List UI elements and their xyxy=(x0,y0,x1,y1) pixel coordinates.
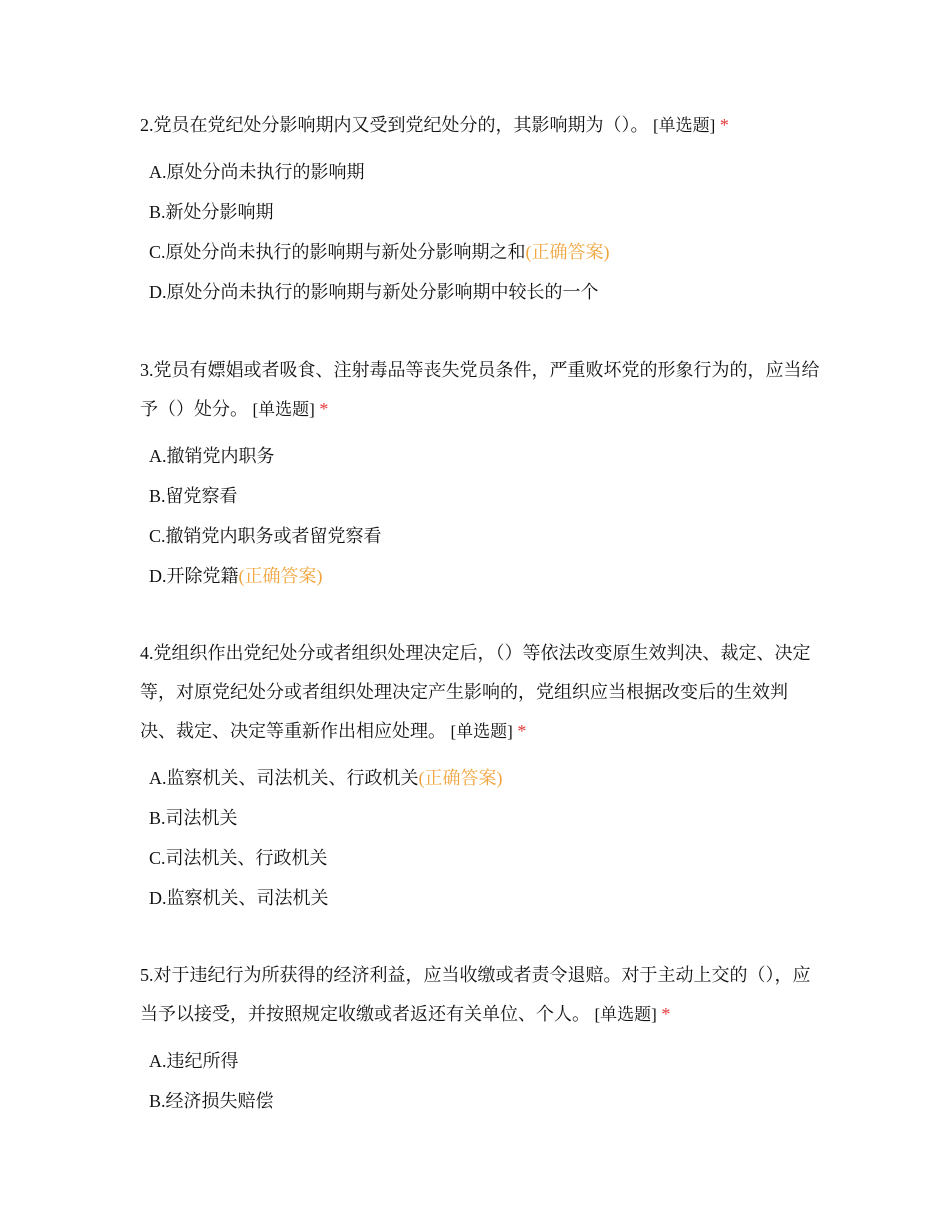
question-stem xyxy=(140,956,820,1034)
option-a[interactable] xyxy=(140,1041,820,1081)
option-d[interactable] xyxy=(140,556,820,596)
option-text: B.新处分影响期 xyxy=(149,202,274,222)
question-text: 2.党员在党纪处分影响期内又受到党纪处分的，其影响期为（）。 xyxy=(140,115,649,135)
option-b[interactable] xyxy=(140,476,820,516)
option-text: C.司法机关、行政机关 xyxy=(149,848,328,868)
option-c[interactable] xyxy=(140,232,820,272)
option-text: D.开除党籍 xyxy=(149,566,239,586)
required-mark: * xyxy=(517,721,527,741)
option-a[interactable] xyxy=(140,758,820,798)
option-d[interactable] xyxy=(140,272,820,312)
option-text: D.原处分尚未执行的影响期与新处分影响期中较长的一个 xyxy=(149,282,599,302)
options-list xyxy=(140,152,820,312)
question-type-label: [单选题] xyxy=(450,722,513,741)
option-text: A.违纪所得 xyxy=(149,1051,239,1071)
option-text: A.监察机关、司法机关、行政机关 xyxy=(149,768,419,788)
question-type-label: [单选题] xyxy=(594,1005,657,1024)
option-text: C.撤销党内职务或者留党察看 xyxy=(149,526,382,546)
option-b[interactable] xyxy=(140,798,820,838)
survey-page xyxy=(140,106,820,1121)
option-a[interactable] xyxy=(140,436,820,476)
option-c[interactable] xyxy=(140,838,820,878)
question-3 xyxy=(140,351,820,596)
correct-answer-label: (正确答案) xyxy=(525,242,610,262)
required-mark: * xyxy=(661,1004,671,1024)
required-mark: * xyxy=(319,399,329,419)
option-d[interactable] xyxy=(140,878,820,918)
option-b[interactable] xyxy=(140,1081,820,1121)
question-stem xyxy=(140,351,820,429)
options-list xyxy=(140,758,820,918)
question-text: 4.党组织作出党纪处分或者组织处理决定后，（）等依法改变原生效判决、裁定、决定等，对原党纪处分或者组织处理决定产生影响的，党组织应当根据改变后的生效判决、裁定、决定等重新作出相应处理。 xyxy=(140,643,811,741)
options-list xyxy=(140,1041,820,1121)
question-5 xyxy=(140,956,820,1121)
question-stem xyxy=(140,106,820,145)
option-text: A.撤销党内职务 xyxy=(149,446,275,466)
question-stem xyxy=(140,634,820,751)
option-text: D.监察机关、司法机关 xyxy=(149,888,329,908)
option-text: B.司法机关 xyxy=(149,808,238,828)
option-b[interactable] xyxy=(140,192,820,232)
question-4 xyxy=(140,634,820,918)
question-type-label: [单选题] xyxy=(653,116,716,135)
question-type-label: [单选题] xyxy=(252,400,315,419)
option-c[interactable] xyxy=(140,516,820,556)
question-text: 3.党员有嫖娼或者吸食、注射毒品等丧失党员条件，严重败坏党的形象行为的，应当给予（）处分。 xyxy=(140,360,820,419)
correct-answer-label: (正确答案) xyxy=(418,768,503,788)
options-list xyxy=(140,436,820,596)
option-text: C.原处分尚未执行的影响期与新处分影响期之和 xyxy=(149,242,526,262)
correct-answer-label: (正确答案) xyxy=(238,566,323,586)
required-mark: * xyxy=(719,115,729,135)
option-a[interactable] xyxy=(140,152,820,192)
option-text: B.留党察看 xyxy=(149,486,238,506)
option-text: A.原处分尚未执行的影响期 xyxy=(149,162,365,182)
question-text: 5.对于违纪行为所获得的经济利益，应当收缴或者责令退赔。对于主动上交的（），应当予以接受，并按照规定收缴或者返还有关单位、个人。 xyxy=(140,965,811,1024)
option-text: B.经济损失赔偿 xyxy=(149,1091,274,1111)
question-2 xyxy=(140,106,820,312)
